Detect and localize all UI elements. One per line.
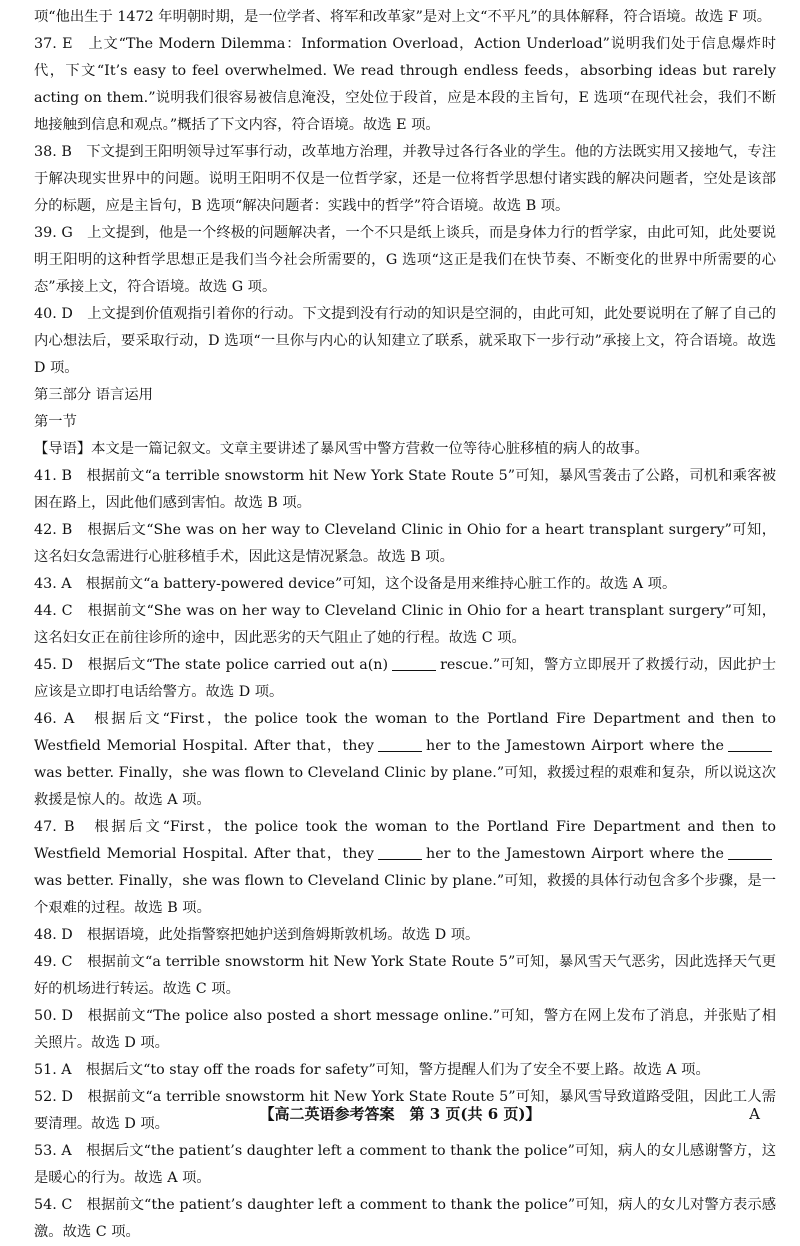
answer-47-part3: was better. Finally，she was flown to Cleveland Clinic by plane.”可知，救援的具体行动包含多个步骤，是一个艰难的过程。故选 B 项。 bbox=[34, 873, 776, 916]
blank-line bbox=[378, 845, 422, 860]
blank-line bbox=[728, 737, 772, 752]
part-three-heading: 第三部分 语言运用 bbox=[34, 387, 153, 403]
answer-46-part1: 46. A 根据后文“First，the police took the woman to the Portland Fire Department and then to Westfield Memorial Hospital. After that，they bbox=[34, 711, 776, 754]
answer-43: 43. A 根据前文“a battery-powered device”可知，这个设备是用来维持心脏工作的。故选 A 项。 bbox=[34, 576, 677, 592]
answer-47-part2: her to the Jamestown Airport where the bbox=[426, 846, 724, 862]
answer-49: 49. C 根据前文“a terrible snowstorm hit New York State Route 5”可知，暴风雪天气恶劣，因此选择天气更好的机场进行转运。故选 C 项。 bbox=[34, 954, 776, 997]
answer-37: 37. E 上文“The Modern Dilemma：Information Overload，Action Underload”说明我们处于信息爆炸时代，下文“It’s easy to feel overwhelmed. We read through endless feeds，absorbing ideas but rarely acting on them.”说明我们很容易被信息淹没，空处位于段首，应是本段的主旨句，E 选项“在现代社会，我们不断地接触到信息和观点。”概括了下文内容，符合语境。故选 E 项。 bbox=[34, 36, 776, 133]
answer-51: 51. A 根据后文“to stay off the roads for safety”可知，警方提醒人们为了安全不要上路。故选 A 项。 bbox=[34, 1062, 710, 1078]
answer-47-part1: 47. B 根据后文“First，the police took the woman to the Portland Fire Department and then to Westfield Memorial Hospital. After that，they bbox=[34, 819, 776, 862]
answer-45-part2: rescue.”可知，警方立即展开了救援行动，因此护士应该是立即打电话给警方。故选 D 项。 bbox=[34, 657, 776, 700]
answer-42: 42. B 根据后文“She was on her way to Cleveland Clinic in Ohio for a heart transplant surgery”可知，这名妇女急需进行心脏移植手术，因此这是情况紧急。故选 B 项。 bbox=[34, 522, 776, 565]
answer-50: 50. D 根据前文“The police also posted a short message online.”可知，警方在网上发布了消息，并张贴了相关照片。故选 D 项。 bbox=[34, 1008, 776, 1051]
section-one-heading: 第一节 bbox=[34, 414, 77, 430]
answer-53: 53. A 根据后文“the patient’s daughter left a comment to thank the police”可知，病人的女儿感谢警方，这是暖心的行为。故选 A 项。 bbox=[34, 1143, 776, 1186]
answer-54: 54. C 根据前文“the patient’s daughter left a comment to thank the police”可知，病人的女儿对警方表示感激。故选 C 项。 bbox=[34, 1197, 776, 1240]
answer-46-part3: was better. Finally，she was flown to Cleveland Clinic by plane.”可知，救援过程的艰难和复杂，所以说这次救援是惊人的。故选 A 项。 bbox=[34, 765, 776, 808]
answer-41: 41. B 根据前文“a terrible snowstorm hit New York State Route 5”可知，暴风雪袭击了公路，司机和乘客被困在路上，因此他们感到害怕。故选 B 项。 bbox=[34, 468, 776, 511]
blank-line bbox=[728, 845, 772, 860]
answer-39: 39. G 上文提到，他是一个终极的问题解决者，一个不只是纸上谈兵，而是身体力行的哲学家，由此可知，此处要说明王阳明的这种哲学思想正是我们当今社会所需要的，G 选项“这正是我们在快节奏、不断变化的世界中所需要的心态”承接上文，符合语境。故选 G 项。 bbox=[34, 225, 776, 295]
answer-45 bbox=[34, 652, 776, 706]
answer-44: 44. C 根据前文“She was on her way to Cleveland Clinic in Ohio for a heart transplant surgery”可知，这名妇女正在前往诊所的途中，因此恶劣的天气阻止了她的行程。故选 C 项。 bbox=[34, 603, 776, 646]
answer-46 bbox=[34, 706, 776, 814]
guide-text: 【导语】本文是一篇记叙文。文章主要讲述了暴风雪中警方营救一位等待心脏移植的病人的故事。 bbox=[34, 441, 649, 457]
answer-52: 52. D 根据前文“a terrible snowstorm hit New York State Route 5”可知，暴风雪导致道路受阻，因此工人需要清理。故选 D 项。 bbox=[34, 1089, 776, 1132]
answer-40: 40. D 上文提到价值观指引着你的行动。下文提到没有行动的知识是空洞的，由此可知，此处要说明在了解了自己的内心想法后，要采取行动，D 选项“一旦你与内心的认知建立了联系，就采取下一步行动”承接上文，符合语境。故选 D 项。 bbox=[34, 306, 776, 376]
blank-line bbox=[392, 656, 436, 671]
page-footer: 【高二英语参考答案 第 3 页(共 6 页)】 bbox=[259, 1105, 541, 1123]
answer-38: 38. B 下文提到王阳明领导过军事行动，改革地方治理，并教导过各行各业的学生。他的方法既实用又接地气，专注于解决现实世界中的问题。说明王阳明不仅是一位哲学家，还是一位将哲学思想付诸实践的解决问题者，空处是该部分的标题，应是主旨句，B 选项“解决问题者：实践中的哲学”符合语境。故选 B 项。 bbox=[34, 144, 776, 214]
blank-line bbox=[378, 737, 422, 752]
answer-36-continued: 项“他出生于 1472 年明朝时期，是一位学者、将军和改革家”是对上文“不平凡”的具体解释，符合语境。故选 F 项。 bbox=[34, 9, 772, 25]
answer-48: 48. D 根据语境，此处指警察把她护送到詹姆斯敦机场。故选 D 项。 bbox=[34, 927, 480, 943]
answer-47 bbox=[34, 814, 776, 922]
answer-45-part1: 45. D 根据后文“The state police carried out a(n) bbox=[34, 657, 389, 673]
version-mark: A bbox=[749, 1105, 760, 1123]
answer-46-part2: her to the Jamestown Airport where the bbox=[426, 738, 724, 754]
